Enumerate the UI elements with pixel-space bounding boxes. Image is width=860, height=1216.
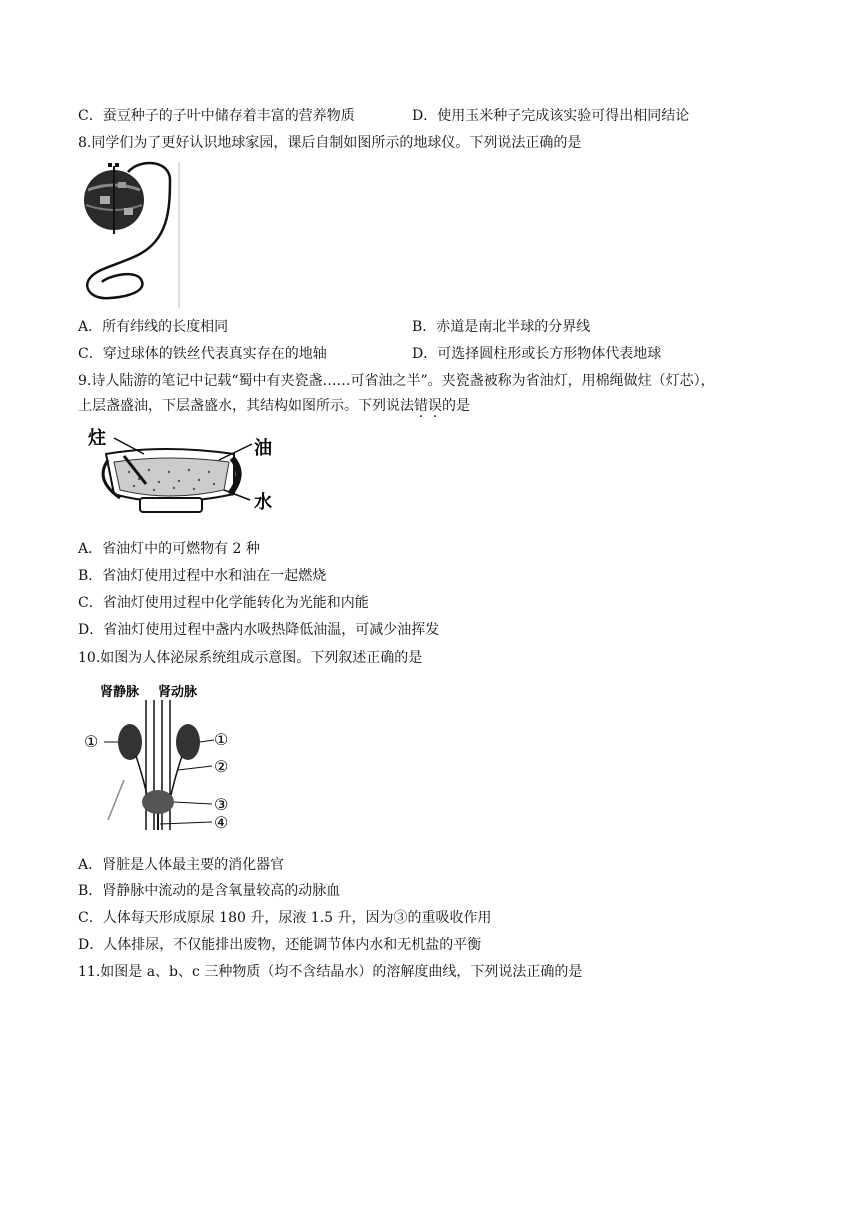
q10-stem: 10.如图为人体泌尿系统组成示意图。下列叙述正确的是 <box>78 650 423 666</box>
label-num-4: ④ <box>214 813 229 832</box>
q10-option-c: C．人体每天形成原尿 180 升，尿液 1.5 升，因为③的重吸收作用 <box>78 910 492 926</box>
q8-stem: 8.同学们为了更好认识地球家园，课后自制如图所示的地球仪。下列说法正确的是 <box>78 135 582 151</box>
urinary-system-figure <box>84 680 244 838</box>
q8-option-a: A．所有纬线的长度相同 <box>78 319 229 335</box>
oil-lamp-figure <box>84 424 284 524</box>
q7-option-c: C．蚕豆种子的子叶中储存着丰富的营养物质 <box>78 108 355 124</box>
q9-stem-line1: 9.诗人陆游的笔记中记载“蜀中有夹瓷盏……可省油之半”。夹瓷盏被称为省油灯，用棉绳做炷（灯芯）， <box>78 373 715 389</box>
q9-emphasis-wu: 误 <box>428 398 442 414</box>
q8-option-b: B．赤道是南北半球的分界线 <box>412 319 591 335</box>
label-num-2: ② <box>214 757 229 776</box>
globe-figure <box>78 160 188 310</box>
q7-option-d: D．使用玉米种子完成该实验可得出相同结论 <box>412 108 690 124</box>
label-num-1-right: ① <box>214 730 229 749</box>
q9-stem-line2: 上层盏盛油，下层盏盛水，其结构如图所示。下列说法错误的是 <box>78 398 470 414</box>
label-oil: 油 <box>254 438 272 459</box>
q9-option-c: C．省油灯使用过程中化学能转化为光能和内能 <box>78 595 369 611</box>
q9-option-a: A．省油灯中的可燃物有 2 种 <box>78 541 260 557</box>
q8-option-d: D．可选择圆柱形或长方形物体代表地球 <box>412 346 662 362</box>
label-num-1-left: ① <box>84 732 99 751</box>
label-renal-vein: 肾静脉 <box>100 685 140 700</box>
q8-option-c: C．穿过球体的铁丝代表真实存在的地轴 <box>78 346 327 362</box>
q9-emphasis-cuo: 错 <box>414 398 428 414</box>
label-wick: 炷 <box>88 428 106 449</box>
q9-option-d: D．省油灯使用过程中盏内水吸热降低油温，可减少油挥发 <box>78 622 440 638</box>
q10-option-a: A．肾脏是人体最主要的消化器官 <box>78 857 285 873</box>
label-renal-artery: 肾动脉 <box>158 685 198 700</box>
q10-option-b: B．肾静脉中流动的是含氧量较高的动脉血 <box>78 883 341 899</box>
label-num-3: ③ <box>214 795 229 814</box>
q11-stem: 11.如图是 a、b、c 三种物质（均不含结晶水）的溶解度曲线，下列说法正确的是 <box>78 964 583 980</box>
q10-option-d: D．人体排尿，不仅能排出废物，还能调节体内水和无机盐的平衡 <box>78 937 482 953</box>
label-water: 水 <box>254 492 272 513</box>
q9-option-b: B．省油灯使用过程中水和油在一起燃烧 <box>78 568 327 584</box>
